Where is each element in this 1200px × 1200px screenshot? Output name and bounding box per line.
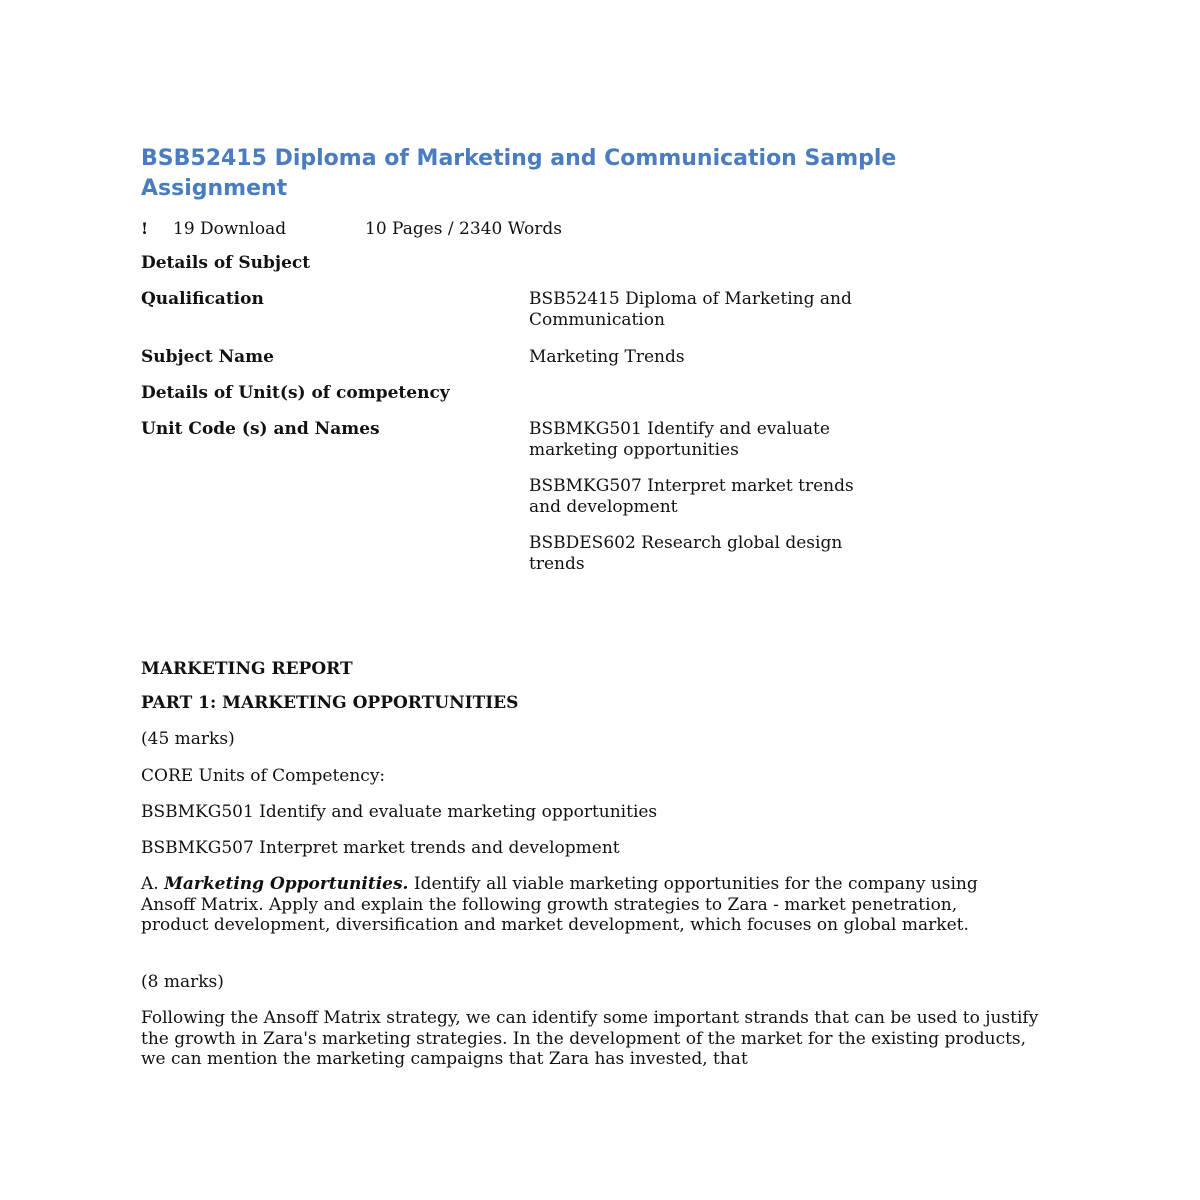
qualification-label: Qualification — [141, 289, 264, 309]
core-unit-2: BSBMKG507 Interpret market trends and development — [141, 838, 620, 858]
qualification-value: BSB52415 Diploma of Marketing and Communication — [529, 289, 852, 330]
unit-code-label: Unit Code (s) and Names — [141, 419, 380, 439]
marketing-report-heading: MARKETING REPORT — [141, 659, 353, 679]
unit-name-2: BSBMKG507 Interpret market trends and development — [529, 476, 854, 517]
question-a-title: Marketing Opportunities. — [164, 874, 409, 894]
part-1-heading: PART 1: MARKETING OPPORTUNITIES — [141, 693, 519, 713]
download-count: 19 Download — [173, 219, 287, 239]
part-1-marks: (45 marks) — [141, 729, 235, 749]
core-units-label: CORE Units of Competency: — [141, 766, 386, 786]
core-unit-1: BSBMKG501 Identify and evaluate marketing opportunities — [141, 802, 658, 822]
subject-name-label: Subject Name — [141, 347, 274, 367]
unit-name-3: BSBDES602 Research global design trends — [529, 533, 843, 574]
document-title: BSB52415 Diploma of Marketing and Communication Sample Assignment — [141, 146, 897, 201]
question-a-marks: (8 marks) — [141, 972, 224, 992]
download-icon: ! — [141, 219, 149, 238]
answer-paragraph: Following the Ansoff Matrix strategy, we can identify some important strands that can be used to justify the growth in Zara's marketing strategies. In the development of the market for the existing products, we can mention the marketing campaigns that Zara has invested, that — [141, 1008, 1039, 1069]
units-of-competency-heading: Details of Unit(s) of competency — [141, 383, 450, 403]
subject-name-value: Marketing Trends — [529, 347, 685, 367]
question-a-text: Identify all viable marketing opportunities for the company using Ansoff Matrix. Apply and explain the following growth strategies to Zara - market penetration, product development, diversification and market development, which focuses on global market. — [141, 874, 978, 935]
question-a-paragraph — [141, 874, 1026, 936]
unit-name-1: BSBMKG501 Identify and evaluate marketing opportunities — [529, 419, 830, 460]
document-meta — [141, 218, 562, 240]
page-word-count: 10 Pages / 2340 Words — [365, 219, 563, 239]
question-a-prefix: A. — [141, 874, 159, 894]
details-of-subject-heading: Details of Subject — [141, 253, 311, 273]
